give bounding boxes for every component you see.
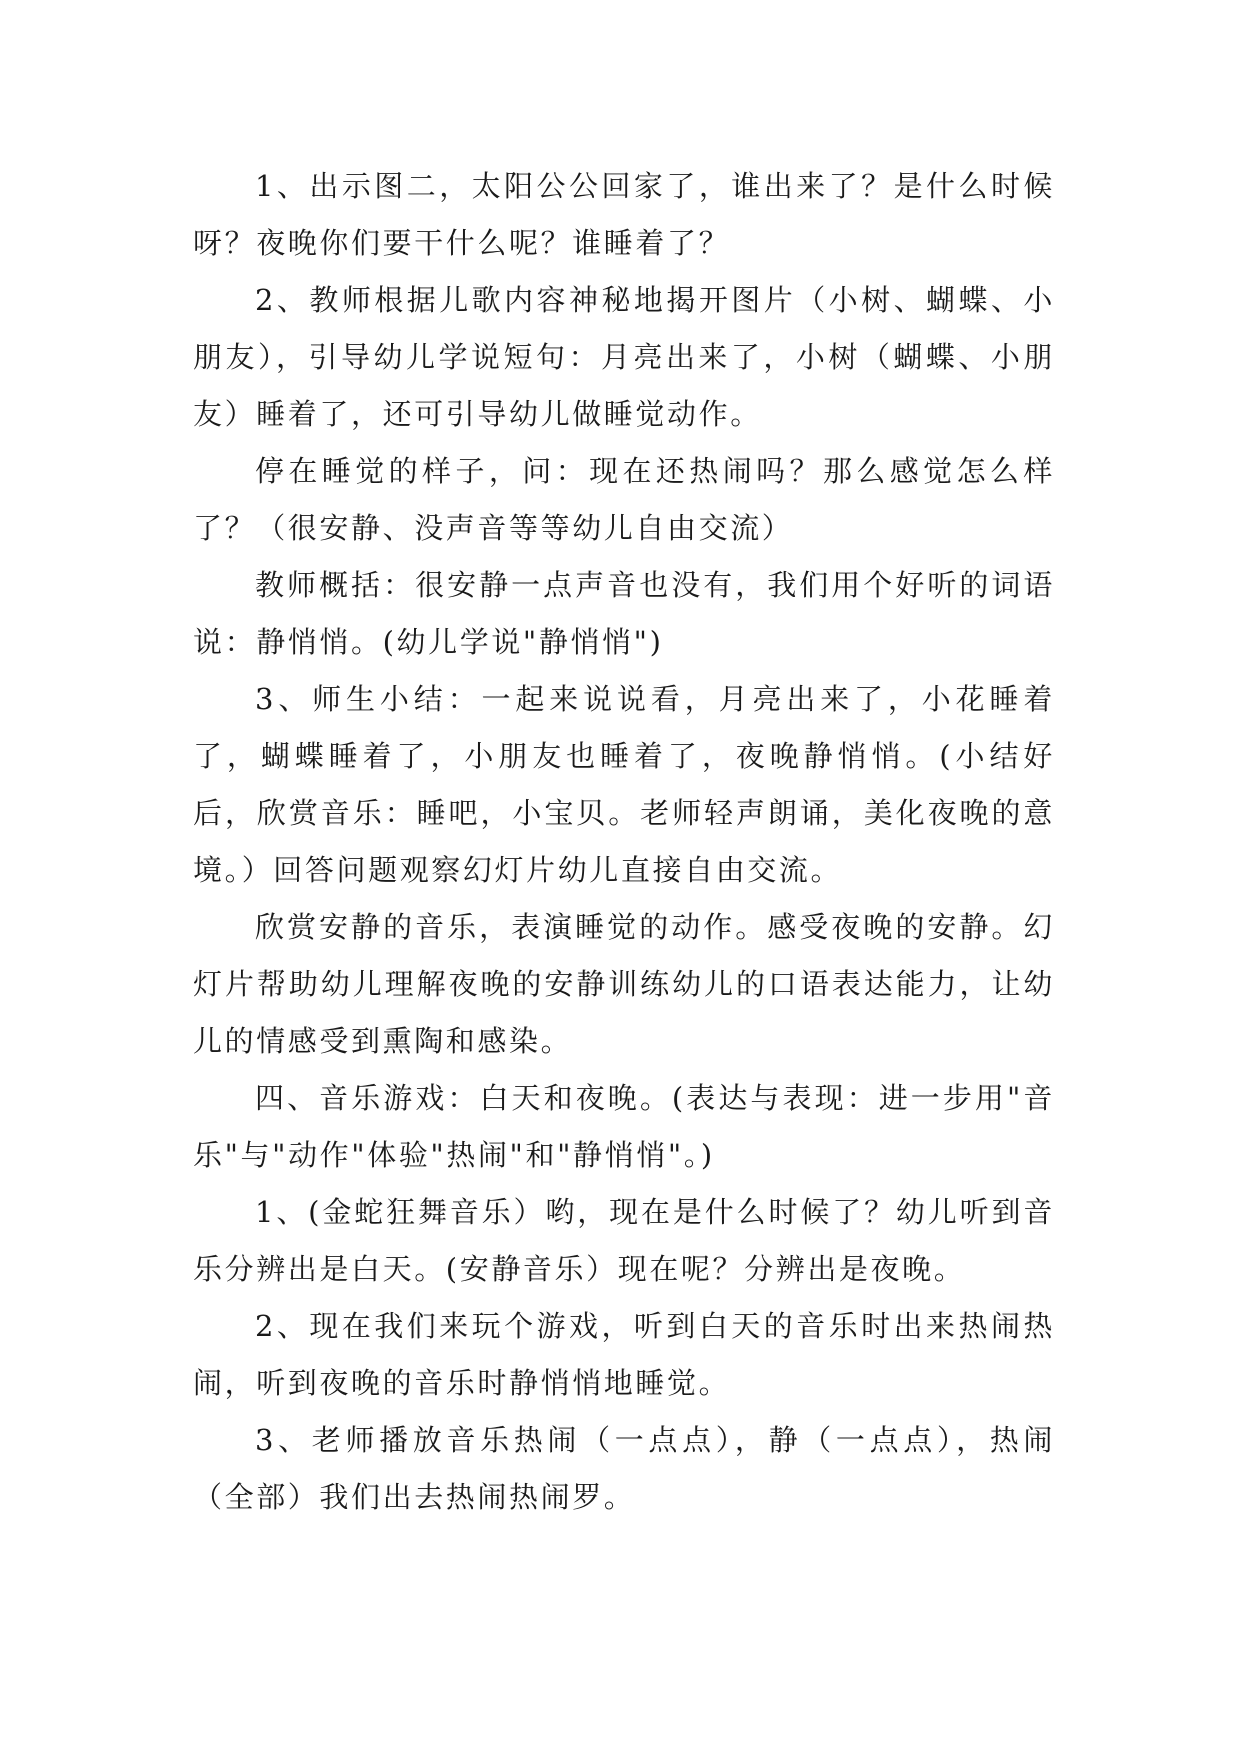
paragraph-8: 1、(金蛇狂舞音乐）哟，现在是什么时候了？幼儿听到音乐分辨出是白天。(安静音乐）现在呢？分辨出是夜晚。: [193, 1195, 1055, 1286]
paragraph-2: 2、教师根据儿歌内容神秘地揭开图片（小树、蝴蝶、小朋友），引导幼儿学说短句：月亮出来了，小树（蝴蝶、小朋友）睡着了，还可引导幼儿做睡觉动作。: [193, 283, 1055, 431]
paragraph-9: 2、现在我们来玩个游戏，听到白天的音乐时出来热闹热闹，听到夜晚的音乐时静悄悄地睡觉。: [193, 1309, 1055, 1400]
paragraph-10: 3、老师播放音乐热闹（一点点），静（一点点），热闹（全部）我们出去热闹热闹罗。: [193, 1423, 1055, 1514]
paragraph-1: 1、出示图二，太阳公公回家了，谁出来了？是什么时候呀？夜晚你们要干什么呢？谁睡着了？: [193, 169, 1055, 260]
document-body: [193, 158, 1055, 1526]
paragraph-6: 欣赏安静的音乐，表演睡觉的动作。感受夜晚的安静。幻灯片帮助幼儿理解夜晚的安静训练幼儿的口语表达能力，让幼儿的情感受到熏陶和感染。: [193, 910, 1055, 1058]
paragraph-5: 3、师生小结：一起来说说看，月亮出来了，小花睡着了，蝴蝶睡着了，小朋友也睡着了，夜晚静悄悄。(小结好后，欣赏音乐：睡吧，小宝贝。老师轻声朗诵，美化夜晚的意境。）回答问题观察幻灯片幼儿直接自由交流。: [193, 682, 1055, 887]
paragraph-7: 四、音乐游戏：白天和夜晚。(表达与表现：进一步用"音乐"与"动作"体验"热闹"和"静悄悄"。): [193, 1081, 1055, 1172]
paragraph-4: 教师概括：很安静一点声音也没有，我们用个好听的词语说：静悄悄。(幼儿学说"静悄悄"): [193, 568, 1055, 659]
paragraph-3: 停在睡觉的样子，问：现在还热闹吗？那么感觉怎么样了？（很安静、没声音等等幼儿自由交流）: [193, 454, 1055, 545]
